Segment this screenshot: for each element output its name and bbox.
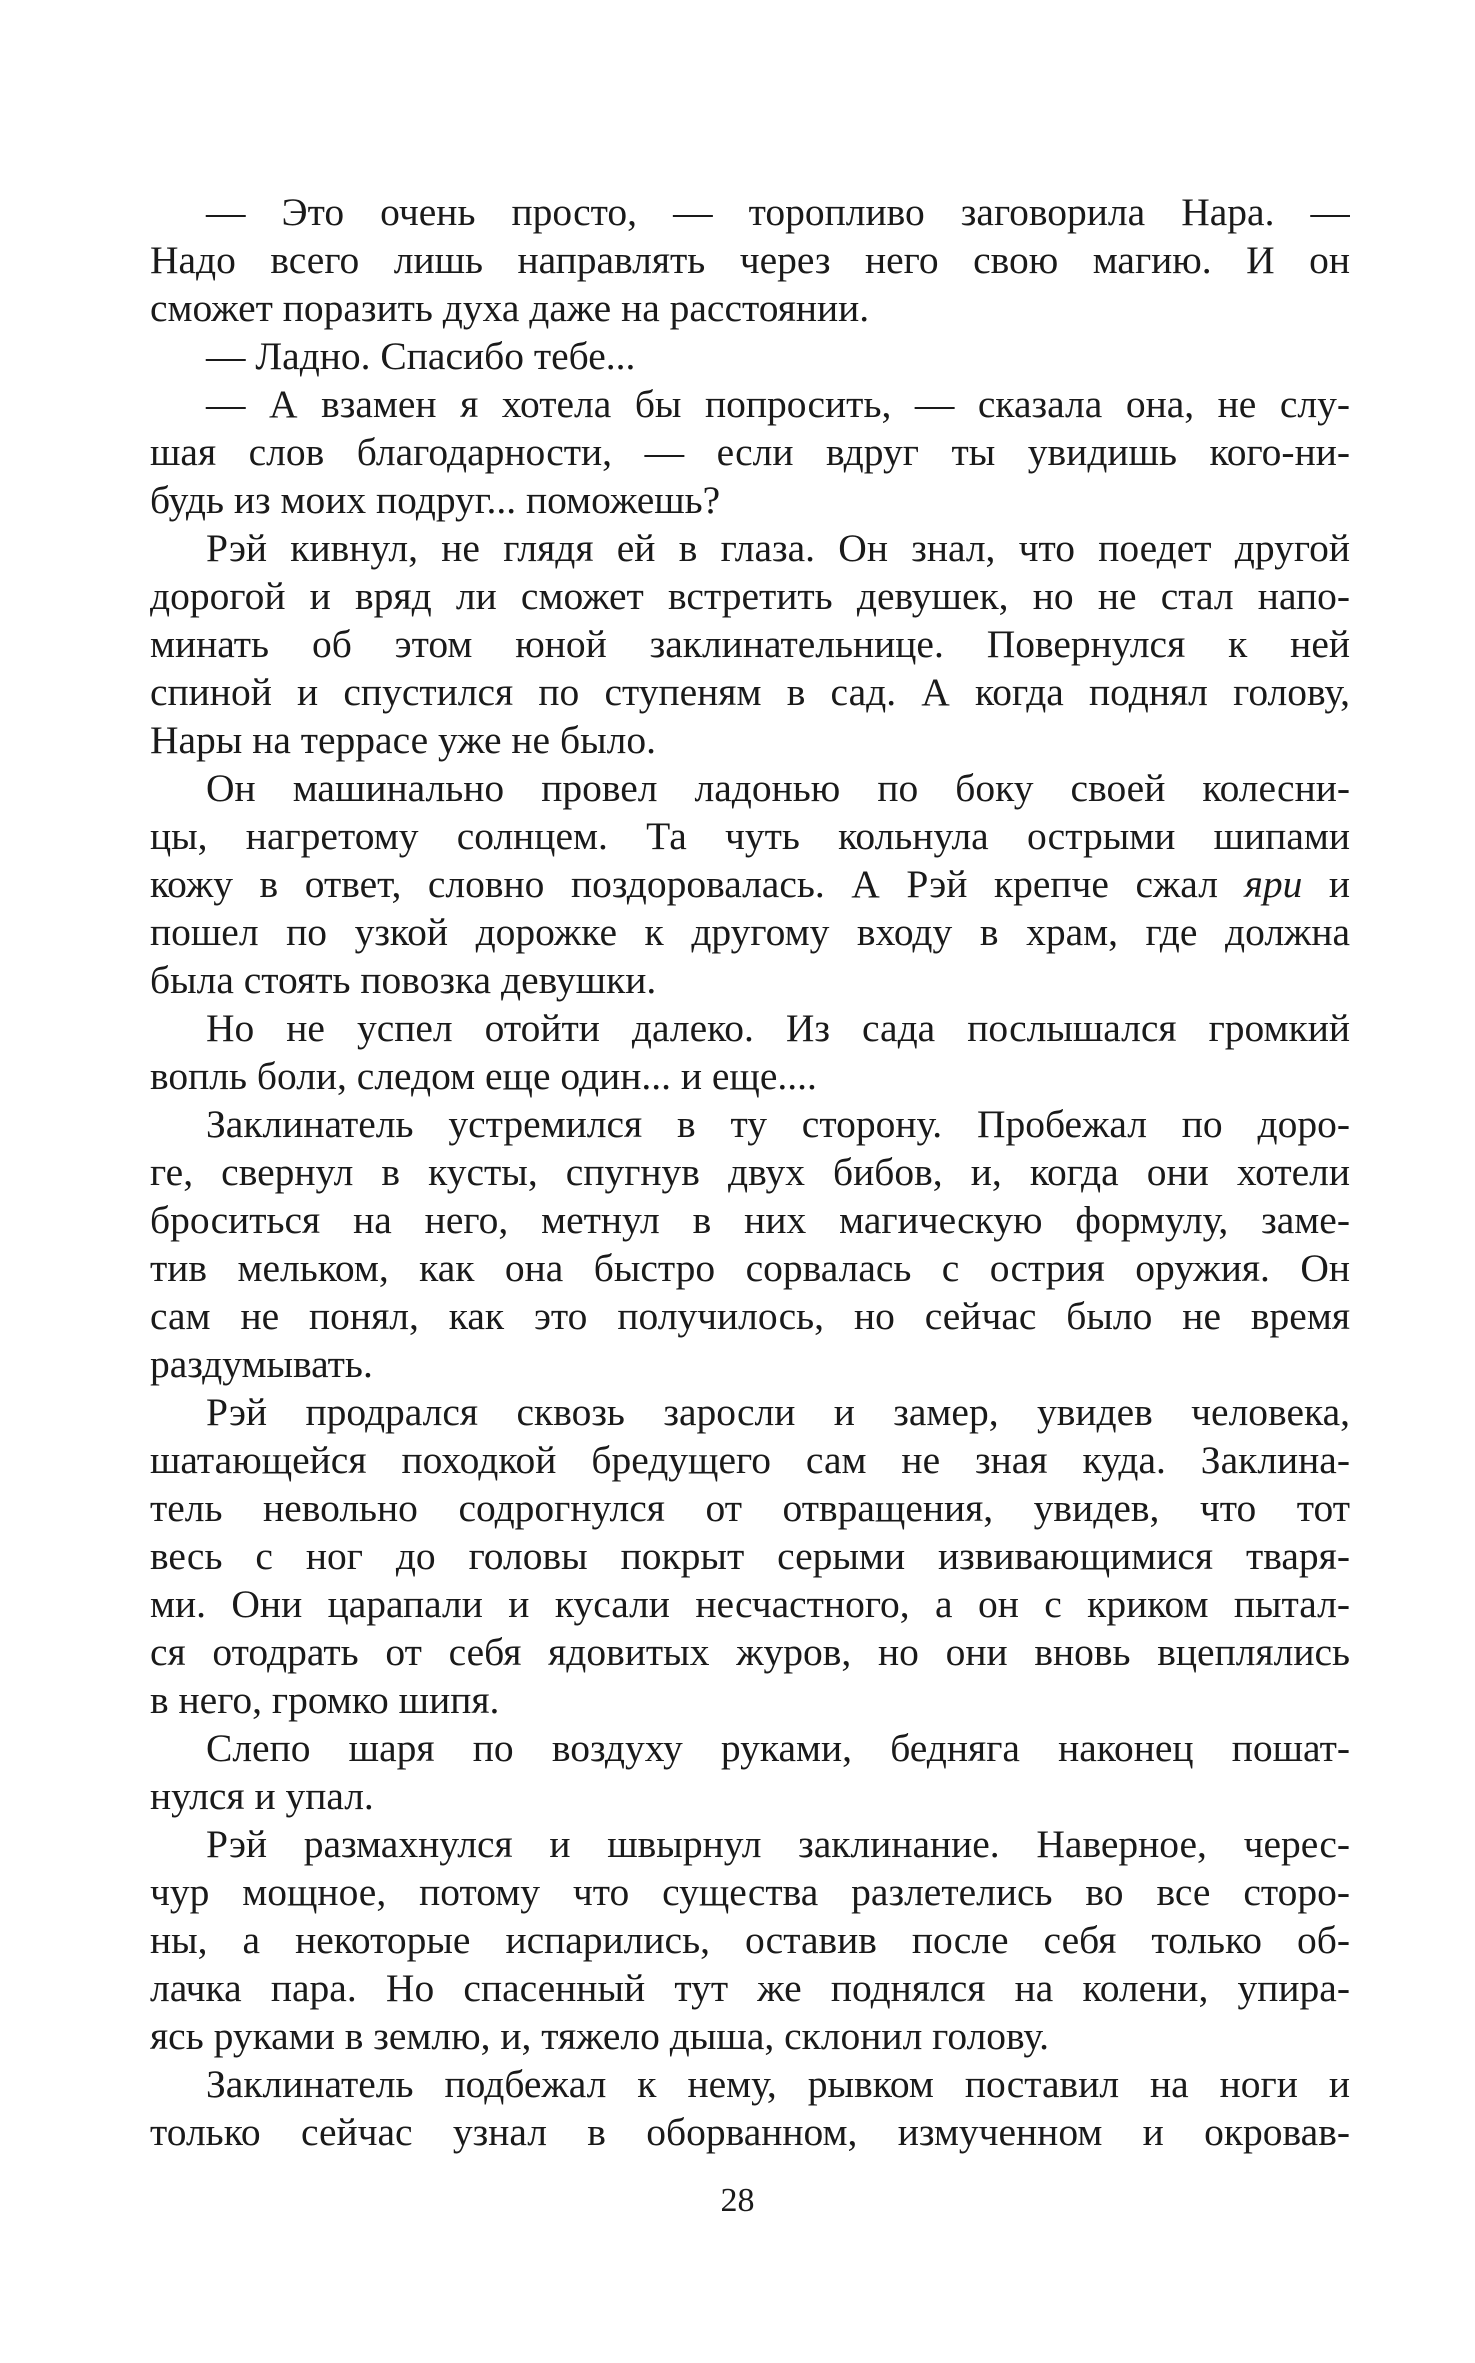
paragraph bbox=[150, 1724, 1350, 1820]
text-line: в него, громко шипя. bbox=[150, 1678, 500, 1722]
text-line: весь с ног до головы покрыт серыми извивающимися тваря- bbox=[150, 1534, 1350, 1578]
text-line: сможет поразить духа даже на расстоянии. bbox=[150, 286, 870, 330]
text-line: Заклинатель подбежал к нему, рывком поставил на ноги и bbox=[206, 2062, 1350, 2106]
paragraph bbox=[150, 2060, 1350, 2156]
text-line: — Ладно. Спасибо тебе... bbox=[206, 334, 636, 378]
paragraph bbox=[150, 380, 1350, 524]
text-line: ны, а некоторые испарились, оставив после себя только об- bbox=[150, 1918, 1350, 1962]
text-line: чур мощное, потому что существа разлетелись во все сторо- bbox=[150, 1870, 1350, 1914]
text-line: дорогой и вряд ли сможет встретить девушек, но не стал напо- bbox=[150, 574, 1350, 618]
text-line: нулся и упал. bbox=[150, 1774, 374, 1818]
text-line: Рэй продрался сквозь заросли и замер, увидев человека, bbox=[206, 1390, 1350, 1434]
text-line: была стоять повозка девушки. bbox=[150, 958, 657, 1002]
paragraph bbox=[150, 764, 1350, 1004]
text-line: Рэй кивнул, не глядя ей в глаза. Он знал, что поедет другой bbox=[206, 526, 1350, 570]
text-line: пошел по узкой дорожке к другому входу в храм, где должна bbox=[150, 910, 1350, 954]
text-line: ге, свернул в кусты, спугнув двух бибов, и, когда они хотели bbox=[150, 1150, 1350, 1194]
text-line: Слепо шаря по воздуху руками, бедняга наконец пошат- bbox=[206, 1726, 1350, 1770]
paragraph bbox=[150, 524, 1350, 764]
text-line: шая слов благодарности, — если вдруг ты увидишь кого-ни- bbox=[150, 430, 1350, 474]
paragraph bbox=[150, 1004, 1350, 1100]
text-line: раздумывать. bbox=[150, 1342, 373, 1386]
text-line: Надо всего лишь направлять через него свою магию. И он bbox=[150, 238, 1350, 282]
text-line: Но не успел отойти далеко. Из сада послышался громкий bbox=[206, 1006, 1350, 1050]
text-line: Он машинально провел ладонью по боку своей колесни- bbox=[206, 766, 1350, 810]
text-line: кожу в ответ, словно поздоровалась. А Рэй крепче сжал яри и bbox=[150, 862, 1350, 906]
text-line: спиной и спустился по ступеням в сад. А когда поднял голову, bbox=[150, 670, 1350, 714]
text-line: ся отодрать от себя ядовитых журов, но они вновь вцеплялись bbox=[150, 1630, 1350, 1674]
paragraph bbox=[150, 332, 1350, 380]
text-line: Заклинатель устремился в ту сторону. Пробежал по доро- bbox=[206, 1102, 1350, 1146]
paragraph bbox=[150, 1100, 1350, 1388]
text-line: ми. Они царапали и кусали несчастного, а он с криком пытал- bbox=[150, 1582, 1350, 1626]
text-line: только сейчас узнал в оборванном, измученном и окровав- bbox=[150, 2110, 1350, 2154]
text-line: лачка пара. Но спасенный тут же поднялся на колени, упира- bbox=[150, 1966, 1350, 2010]
text-line: ясь руками в землю, и, тяжело дыша, склонил голову. bbox=[150, 2014, 1050, 2058]
text-line: шатающейся походкой бредущего сам не зная куда. Заклина- bbox=[150, 1438, 1350, 1482]
text-line: будь из моих подруг... поможешь? bbox=[150, 478, 721, 522]
text-line: Рэй размахнулся и швырнул заклинание. Наверное, черес- bbox=[206, 1822, 1350, 1866]
text-line: — Это очень просто, — торопливо заговорила Нара. — bbox=[206, 190, 1350, 234]
paragraph bbox=[150, 1388, 1350, 1724]
text-line: тив мельком, как она быстро сорвалась с острия оружия. Он bbox=[150, 1246, 1350, 1290]
text-line: сам не понял, как это получилось, но сейчас было не время bbox=[150, 1294, 1350, 1338]
paragraph bbox=[150, 188, 1350, 332]
text-line: Нары на террасе уже не было. bbox=[150, 718, 656, 762]
text-line: цы, нагретому солнцем. Та чуть кольнула острыми шипами bbox=[150, 814, 1350, 858]
text-line: тель невольно содрогнулся от отвращения, увидев, что тот bbox=[150, 1486, 1350, 1530]
body-text bbox=[150, 188, 1350, 2156]
text-line: вопль боли, следом еще один... и еще.... bbox=[150, 1054, 817, 1098]
text-line: минать об этом юной заклинательнице. Повернулся к ней bbox=[150, 622, 1350, 666]
text-line: — А взамен я хотела бы попросить, — сказала она, не слу- bbox=[206, 382, 1350, 426]
paragraph bbox=[150, 1820, 1350, 2060]
page-number: 28 bbox=[720, 2182, 755, 2219]
text-line: броситься на него, метнул в них магическую формулу, заме- bbox=[150, 1198, 1350, 1242]
